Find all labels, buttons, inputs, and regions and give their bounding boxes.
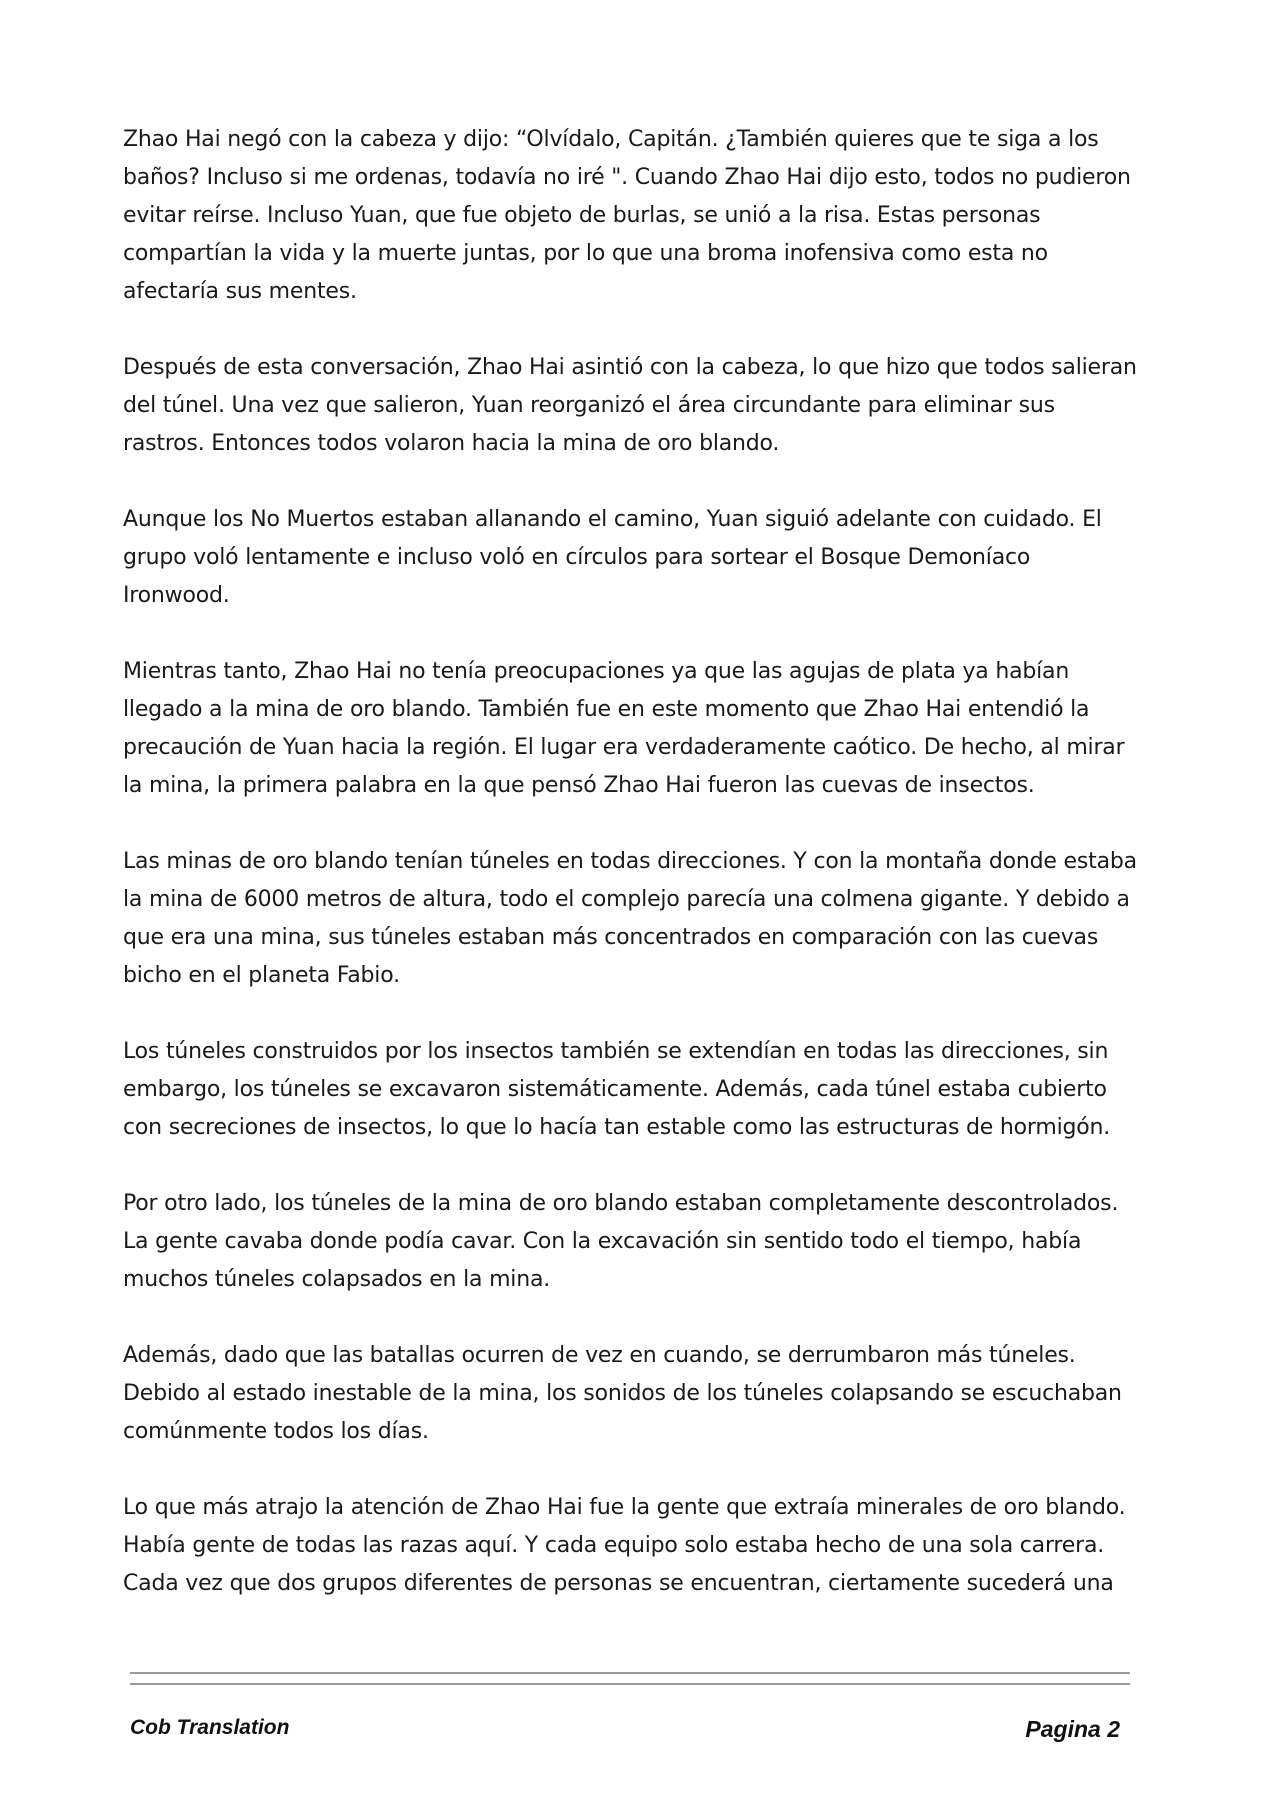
paragraph: Después de esta conversación, Zhao Hai asintió con la cabeza, lo que hizo que todos salieran del túnel. Una vez que salieron, Yuan reorganizó el área circundante para eliminar sus rastros. Entonces todos volaron hacia la mina de oro blando. [123,355,1137,456]
paragraph: Aunque los No Muertos estaban allanando el camino, Yuan siguió adelante con cuidado. El grupo voló lentamente e incluso voló en círculos para sortear el Bosque Demoníaco Ironwood. [123,507,1102,608]
footer-divider [130,1672,1130,1674]
body-text [123,121,1138,1641]
paragraph: Mientras tanto, Zhao Hai no tenía preocupaciones ya que las agujas de plata ya habían llegado a la mina de oro blando. También fue en este momento que Zhao Hai entendió la precaución de Yuan hacia la región. El lugar era verdaderamente caótico. De hecho, al mirar la mina, la primera palabra en la que pensó Zhao Hai fueron las cuevas de insectos. [123,659,1125,798]
paragraph: Además, dado que las batallas ocurren de vez en cuando, se derrumbaron más túneles. Debido al estado inestable de la mina, los sonidos de los túneles colapsando se escuchaban comúnmente todos los días. [123,1343,1122,1444]
paragraph: Los túneles construidos por los insectos también se extendían en todas las direcciones, sin embargo, los túneles se excavaron sistemáticamente. Además, cada túnel estaba cubierto con secreciones de insectos, lo que lo hacía tan estable como las estructuras de hormigón. [123,1039,1111,1140]
paragraph: Las minas de oro blando tenían túneles en todas direcciones. Y con la montaña donde estaba la mina de 6000 metros de altura, todo el complejo parecía una colmena gigante. Y debido a que era una mina, sus túneles estaban más concentrados en comparación con las cuevas bicho en el planeta Fabio. [123,849,1137,988]
paragraph: Lo que más atrajo la atención de Zhao Hai fue la gente que extraía minerales de oro blando. Había gente de todas las razas aquí. Y cada equipo solo estaba hecho de una sola carrera. Cada vez que dos grupos diferentes de personas se encuentran, ciertamente sucederá una [123,1495,1126,1596]
footer-publisher: Cob Translation [130,1716,290,1739]
footer-page-number: Pagina 2 [1025,1716,1120,1742]
paragraph: Por otro lado, los túneles de la mina de oro blando estaban completamente descontrolados. La gente cavaba donde podía cavar. Con la excavación sin sentido todo el tiempo, había muchos túneles colapsados en la mina. [123,1191,1119,1292]
paragraph: Zhao Hai negó con la cabeza y dijo: “Olvídalo, Capitán. ¿También quieres que te siga a los baños? Incluso si me ordenas, todavía no iré ". Cuando Zhao Hai dijo esto, todos no pudieron evitar reírse. Incluso Yuan, que fue objeto de burlas, se unió a la risa. Estas personas compartían la vida y la muerte juntas, por lo que una broma inofensiva como esta no afectaría sus mentes. [123,127,1131,304]
footer-divider [130,1683,1130,1685]
